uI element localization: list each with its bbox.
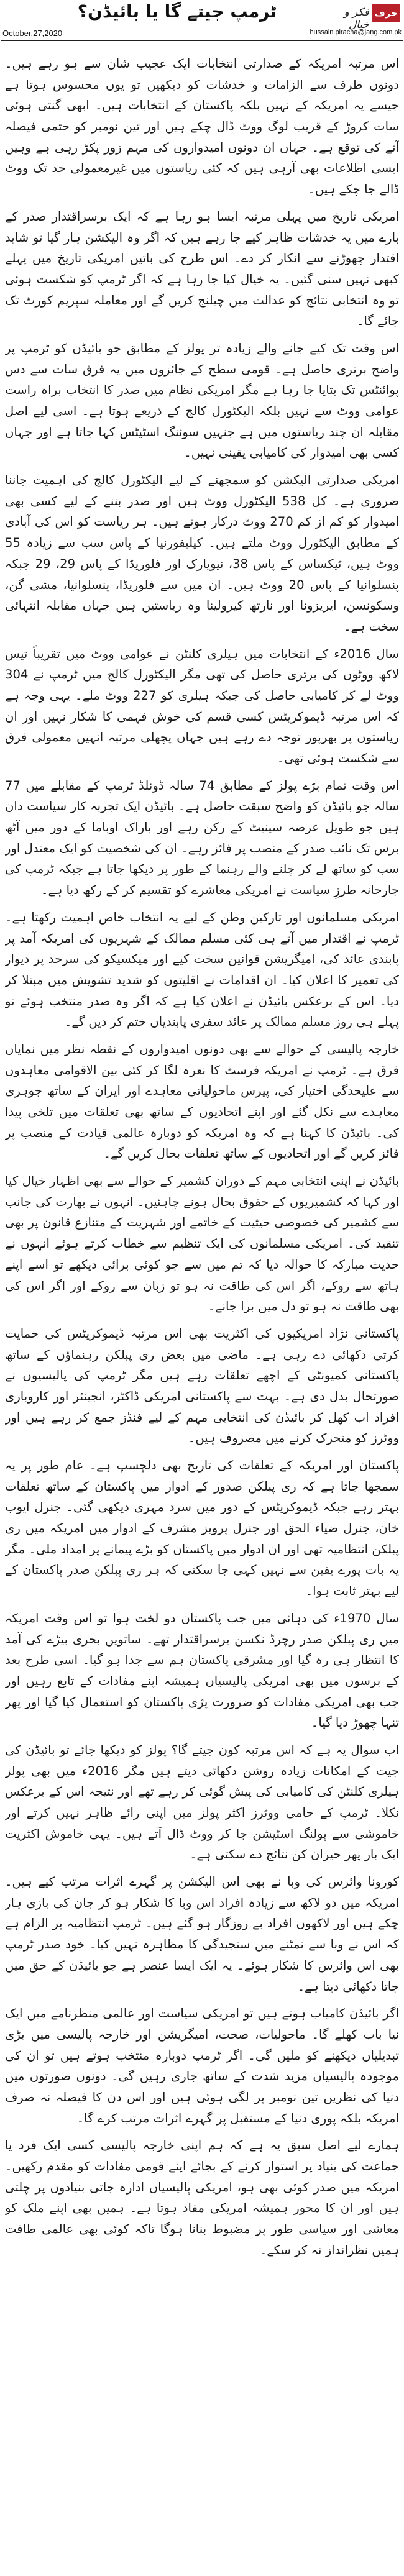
article-paragraph: اس وقت تمام بڑے پولز کے مطابق 74 سالہ ڈونلڈ ٹرمپ کے مقابلے میں 77 سالہ جو بائیڈن کو واضح سبقت حاصل ہے۔ بائیڈن ایک تجربہ کار سیاست دان ہیں جو طویل عرصہ سینیٹ کے رکن رہے اور باراک اوباما کے دور میں آٹھ برس تک نائب صدر کے منصب پر فائز رہے۔ ان کی شخصیت کو ایک معتدل اور سب کو ساتھ لے کر چلنے والے رہنما کے طور پر دیکھا جاتا ہے جبکہ ٹرمپ کی جارحانہ طرزِ سیاست نے امریکی معاشرے کو تقسیم کر کے رکھ دیا ہے۔ <box>5 778 399 898</box>
article-paragraph: خارجہ پالیسی کے حوالے سے بھی دونوں امیدواروں کے نقطہ نظر میں نمایاں فرق ہے۔ ٹرمپ نے امریکہ فرسٹ کا نعرہ لگا کر کئی بین الاقوامی معاہدوں سے علیحدگی اختیار کی، پیرس ماحولیاتی معاہدے اور ایران کے ساتھ جوہری معاہدے سے نکل گئے اور اپنے اتحادیوں کے ساتھ بھی تعلقات میں تلخی پیدا کی۔ بائیڈن کا کہنا ہے کہ وہ امریکہ کو دوبارہ عالمی قیادت کے منصب پر فائز کریں گے اور اتحادیوں کے ساتھ تعلقات بحال کریں گے۔ <box>5 1041 399 1161</box>
article-headline: ٹرمپ جیتے گا یا بائیڈن؟ <box>77 1 277 22</box>
logo-badge: حرف <box>372 4 400 22</box>
header-rule <box>1 40 403 41</box>
author-email: hussain.piracha@jang.com.pk <box>310 29 402 36</box>
article-paragraph: پاکستانی نژاد امریکیوں کی اکثریت بھی اس مرتبہ ڈیموکریٹس کی حمایت کرتی دکھائی دے رہی ہے۔ ماضی میں بعض ری پبلکن رہنماؤں کے ساتھ پاکستانی کمیونٹی کے اچھے تعلقات رہے ہیں مگر ٹرمپ کی پالیسیوں نے صورتحال بدل دی ہے۔ بہت سے پاکستانی امریکی ڈاکٹر، انجینئر اور کاروباری افراد اب کھل کر بائیڈن کی انتخابی مہم کے لیے فنڈز جمع کر رہے ہیں اور ووٹرز کو متحرک کرنے میں مصروف ہیں۔ <box>5 1326 399 1446</box>
column-logo <box>332 1 400 31</box>
article-paragraph: امریکی مسلمانوں اور تارکین وطن کے لیے یہ انتخاب خاص اہمیت رکھتا ہے۔ ٹرمپ نے اقتدار میں آتے ہی کئی مسلم ممالک کے شہریوں کی امریکہ آمد پر پابندی عائد کی، امیگریشن قوانین سخت کیے اور میکسیکو کی سرحد پر دیوار کی تعمیر کا اعلان کیا۔ ان اقدامات نے اقلیتوں کو شدید تشویش میں مبتلا کر دیا۔ اس کے برعکس بائیڈن نے اعلان کیا ہے کہ اگر وہ صدر منتخب ہوئے تو پہلے ہی روز مسلم ممالک پر عائد سفری پابندیاں ختم کر دیں گے۔ <box>5 910 399 1030</box>
article-paragraph: اس مرتبہ امریکہ کے صدارتی انتخابات ایک عجیب شان سے ہو رہے ہیں۔ دونوں طرف سے الزامات و خدشات کو دیکھیں تو یوں محسوس ہوتا ہے جیسے یہ امریکہ کے نہیں بلکہ پاکستان کے انتخابات ہیں۔ ابھی گنتی ہوئی سات کروڑ کے قریب لوگ ووٹ ڈال چکے ہیں اور تین نومبر کو حتمی فیصلہ آنے کی توقع ہے۔ جہاں ان دونوں امیدواروں کی مہم زور پکڑ رہی ہے وہیں ایسی اطلاعات بھی آرہی ہیں کہ کئی ریاستوں میں غیرمعمولی حد تک ووٹ ڈالے جا چکے ہیں۔ <box>5 57 399 197</box>
article-paragraph: سال 1970ء کی دہائی میں جب پاکستان دو لخت ہوا تو اس وقت امریکہ میں ری پبلکن صدر رچرڈ نکسن برسراقتدار تھے۔ ساتویں بحری بیڑے کی آمد کا انتظار ہی رہ گیا اور مشرقی پاکستان ہم سے جدا ہو گیا۔ اسی طرح بعد کے برسوں میں بھی امریکی پالیسیاں ہمیشہ اپنے مفادات کے تابع رہیں اور جب بھی امریکی مفادات کو ضرورت پڑی پاکستان کو استعمال کیا گیا اور پھر تنہا چھوڑ دیا گیا۔ <box>5 1610 399 1730</box>
article-paragraph: امریکی صدارتی الیکشن کو سمجھنے کے لیے الیکٹورل کالج کی اہمیت جاننا ضروری ہے۔ کل 538 الیکٹورل ووٹ ہیں اور صدر بننے کے لیے کسی بھی امیدوار کو کم از کم 270 ووٹ درکار ہوتے ہیں۔ ہر ریاست کو اس کی آبادی کے مطابق الیکٹورل ووٹ ملتے ہیں۔ کیلیفورنیا کے پاس سب سے زیادہ 55 ووٹ ہیں، ٹیکساس کے پاس 38، نیویارک اور فلوریڈا کے پاس 29، 29 جبکہ پنسلوانیا کے پاس 20 ووٹ ہیں۔ ان میں سے فلوریڈا، پنسلوانیا، مشی گن، وسکونسن، ایریزونا اور نارتھ کیرولینا وہ ریاستیں ہیں جہاں مقابلہ انتہائی سخت ہے۔ <box>5 473 399 634</box>
article-paragraph: کورونا وائرس کی وبا نے بھی اس الیکشن پر گہرے اثرات مرتب کیے ہیں۔ امریکہ میں دو لاکھ سے زیادہ افراد اس وبا کا شکار ہو کر جان کی بازی ہار چکے ہیں اور لاکھوں افراد بے روزگار ہو گئے ہیں۔ ٹرمپ انتظامیہ پر الزام ہے کہ اس نے وبا سے نمٹنے میں سنجیدگی کا مظاہرہ نہیں کیا۔ خود صدر ٹرمپ بھی اس وائرس کا شکار ہوئے۔ یہ ایک ایسا عنصر ہے جو بائیڈن کے حق میں جاتا دکھائی دیتا ہے۔ <box>5 1875 399 1994</box>
article-paragraph: امریکی تاریخ میں پہلی مرتبہ ایسا ہو رہا ہے کہ ایک برسراقتدار صدر کے بارے میں یہ خدشات ظاہر کیے جا رہے ہیں کہ اگر وہ الیکشن ہار گیا تو شاید اقتدار چھوڑنے سے انکار کر دے۔ اس طرح کی باتیں امریکی تاریخ میں پہلے کبھی نہیں سنی گئیں۔ یہ خیال کیا جا رہا ہے کہ اگر ٹرمپ کو شکست ہوئی تو وہ انتخابی نتائج کو عدالت میں چیلنج کریں گے اور معاملہ سپریم کورٹ تک جائے گا۔ <box>5 209 399 329</box>
article-paragraph: اب سوال یہ ہے کہ اس مرتبہ کون جیتے گا؟ پولز کو دیکھا جائے تو بائیڈن کی جیت کے امکانات زیادہ روشن دکھائی دیتے ہیں مگر 2016ء میں بھی پولز ہیلری کلنٹن کی کامیابی کی پیش گوئی کر رہے تھے اور نتیجہ اس کے برعکس نکلا۔ ٹرمپ کے حامی ووٹرز اکثر پولز میں اپنی رائے ظاہر نہیں کرتے اور خاموشی سے پولنگ اسٹیشن جا کر ووٹ ڈال آتے ہیں۔ یہی خاموش اکثریت ایک بار پھر حیران کن نتائج دے سکتی ہے۔ <box>5 1742 399 1862</box>
article-body <box>5 53 399 2569</box>
logo-name: فکر و خیال <box>344 6 369 31</box>
publish-date: October,27,2020 <box>2 29 63 38</box>
article-paragraph: سال 2016ء کے انتخابات میں ہیلری کلنٹن نے عوامی ووٹ میں تقریباً تیس لاکھ ووٹوں کی برتری حاصل کی تھی مگر الیکٹورل کالج میں ٹرمپ نے 304 ووٹ لے کر کامیابی حاصل کی جبکہ ہیلری کو 227 ووٹ ملے۔ یہی وجہ ہے کہ اس مرتبہ ڈیموکریٹس کسی قسم کی خوش فہمی کا شکار نہیں اور ان ریاستوں پر بھرپور توجہ دے رہے ہیں جہاں پچھلی مرتبہ انہیں معمولی فرق سے شکست ہوئی تھی۔ <box>5 646 399 765</box>
article-paragraph: بائیڈن نے اپنی انتخابی مہم کے دوران کشمیر کے حوالے سے بھی اظہار خیال کیا اور کہا کہ کشمیریوں کے حقوق بحال ہونے چاہئیں۔ انہوں نے بھارت کی جانب سے کشمیر کی خصوصی حیثیت کے خاتمے اور شہریت کے متنازع قانون پر بھی تنقید کی۔ امریکی مسلمانوں کی ایک تنظیم سے خطاب کرتے ہوئے انہوں نے حدیث مبارکہ کا حوالہ دیا کہ تم میں سے جو کوئی برائی دیکھے تو اسے اپنے ہاتھ سے روکے، اگر اس کی طاقت نہ ہو تو زبان سے روکے اور اگر اس کی بھی طاقت نہ ہو تو دل میں برا جانے۔ <box>5 1174 399 1314</box>
article-paragraph: پاکستان اور امریکہ کے تعلقات کی تاریخ بھی دلچسپ ہے۔ عام طور پر یہ سمجھا جاتا ہے کہ ری پبلکن صدور کے ادوار میں پاکستان کے ساتھ تعلقات بہتر رہے جبکہ ڈیموکریٹس کے دور میں سرد مہری دیکھی گئی۔ جنرل ایوب خان، جنرل ضیاء الحق اور جنرل پرویز مشرف کے ادوار میں امریکہ میں ری پبلکن انتظامیہ تھی اور ان ادوار میں پاکستان کو بڑے پیمانے پر امداد ملی۔ مگر یہ بات پورے یقین سے نہیں کہی جا سکتی کہ ہر ری پبلکن صدر پاکستان کے لیے بہتر ثابت ہوا۔ <box>5 1458 399 1599</box>
article-header <box>0 0 404 53</box>
article-paragraph: اگر بائیڈن کامیاب ہوتے ہیں تو امریکی سیاست اور عالمی منظرنامے میں ایک نیا باب کھلے گا۔ ماحولیات، صحت، امیگریشن اور خارجہ پالیسی میں بڑی تبدیلیاں دیکھنے کو ملیں گی۔ اگر ٹرمپ دوبارہ منتخب ہوتے ہیں تو ان کی موجودہ پالیسیاں مزید شدت کے ساتھ جاری رہیں گی۔ دونوں صورتوں میں دنیا کی نظریں تین نومبر پر لگی ہوئی ہیں اور اس دن کا فیصلہ نہ صرف امریکہ بلکہ پوری دنیا کے مستقبل پر گہرے اثرات مرتب کرے گا۔ <box>5 2006 399 2126</box>
article-paragraph: اس وقت تک کیے جانے والے زیادہ تر پولز کے مطابق جو بائیڈن کو ٹرمپ پر واضح برتری حاصل ہے۔ قومی سطح کے جائزوں میں یہ فرق سات سے دس پوائنٹس تک بتایا جا رہا ہے مگر امریکی نظام میں صدر کا انتخاب براہ راست عوامی ووٹ سے نہیں بلکہ الیکٹورل کالج کے ذریعے ہوتا ہے۔ اسی لیے اصل مقابلہ ان چند ریاستوں میں ہے جنہیں سوئنگ اسٹیٹس کہا جاتا ہے اور جہاں کسی بھی امیدوار کی کامیابی یقینی نہیں۔ <box>5 340 399 460</box>
article-paragraph: ہمارے لیے اصل سبق یہ ہے کہ ہم اپنی خارجہ پالیسی کسی ایک فرد یا جماعت کی بنیاد پر استوار کرنے کے بجائے اپنے قومی مفادات کو مقدم رکھیں۔ امریکہ میں صدر کوئی بھی ہو، امریکی پالیسیاں ادارہ جاتی بنیادوں پر چلتی ہیں اور ان کا محور ہمیشہ امریکی مفاد ہوتا ہے۔ ہمیں بھی اپنے ملک کو معاشی اور سیاسی طور پر مضبوط بنانا ہوگا تاکہ کوئی بھی عالمی طاقت ہمیں نظرانداز نہ کر سکے۔ <box>5 2138 399 2257</box>
